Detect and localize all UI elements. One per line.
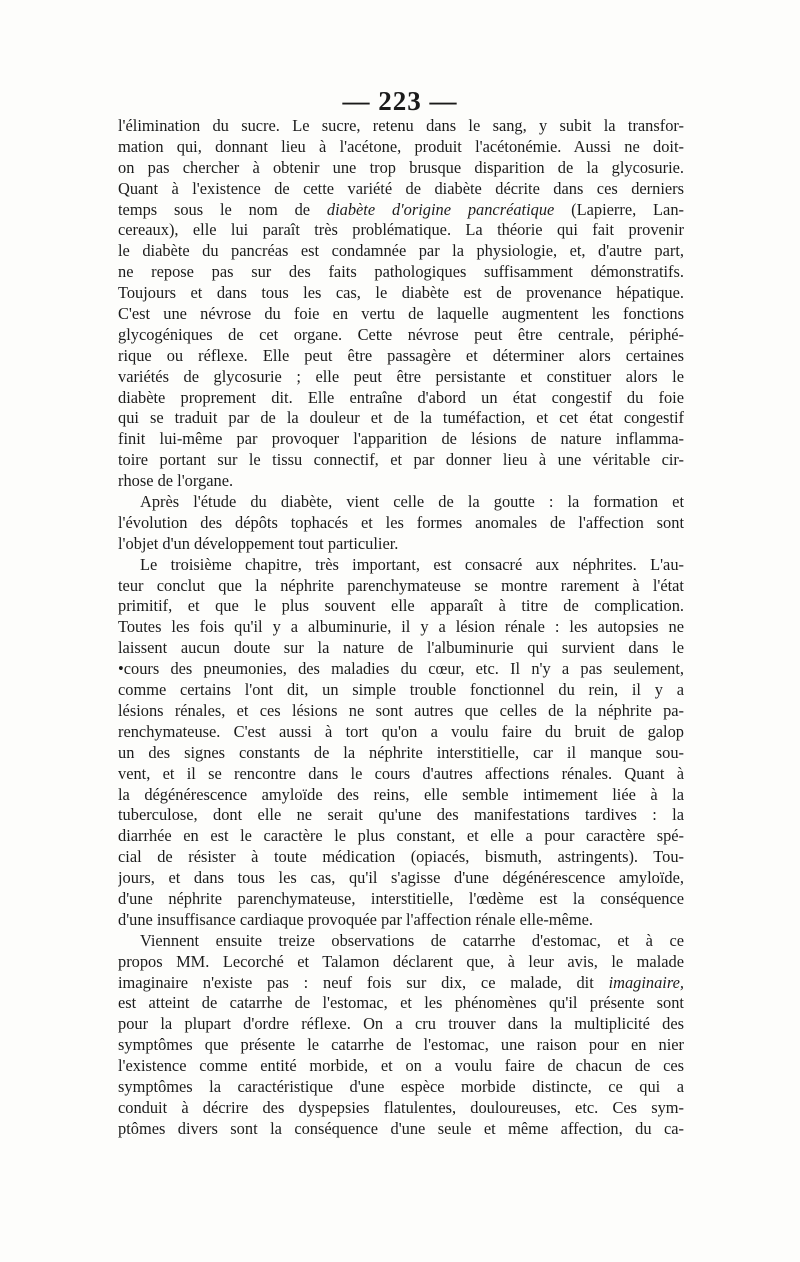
text-line: l'objet d'un développement tout particulier. [118, 533, 399, 553]
text-line: renchymateuse. C'est aussi à tort qu'on a voulu faire du bruit de galop [118, 721, 684, 741]
text-line: Viennent ensuite treize observations de catarrhe d'estomac, et à ce [140, 930, 684, 950]
text-line: finit lui-même par provoquer l'apparition de lésions de nature inflamma- [118, 429, 684, 449]
text-line: l'évolution des dépôts tophacés et les formes anomales de l'affection sont [118, 512, 684, 532]
text-line: ne repose pas sur des faits pathologiques suffisamment démonstratifs. [118, 262, 684, 282]
text-span: (Lapierre, Lan- [554, 199, 684, 219]
italic-span: diabète d'origine pancréatique [326, 199, 555, 219]
text-line: variétés de glycosurie ; elle peut être persistante et constituer alors le [118, 366, 684, 386]
text-line: teur conclut que la néphrite parenchymateuse se montre rarement à l'état [118, 575, 684, 595]
text-line: C'est une névrose du foie en vertu de laquelle augmentent les fonctions [118, 304, 684, 324]
text-line: symptômes la caractéristique d'une espèce morbide distincte, ce qui a [118, 1076, 684, 1096]
text-line: qui se traduit par de la douleur et de la tuméfaction, et cet état congestif [118, 408, 684, 428]
text-line: pour la plupart d'ordre réflexe. On a cru trouver dans la multiplicité des [118, 1014, 684, 1034]
page-number: — 223 — [342, 86, 458, 116]
text-line: la dégénérescence amyloïde des reins, elle semble intimement liée à la [118, 784, 684, 804]
text-line: un des signes constants de la néphrite interstitielle, car il manque sou- [118, 742, 684, 762]
text-line: Toujours et dans tous les cas, le diabète est de provenance hépatique. [118, 283, 684, 303]
text-line: ptômes divers sont la conséquence d'une seule et même affection, du ca- [118, 1118, 684, 1138]
text-line: Quant à l'existence de cette variété de diabète décrite dans ces derniers [118, 178, 684, 198]
text-line: Toutes les fois qu'il y a albuminurie, il y a lésion rénale : les autopsies ne [118, 617, 684, 637]
text-line: vent, et il se rencontre dans le cours d'autres affections rénales. Quant à [118, 763, 684, 783]
text-line: tuberculose, dont elle ne serait qu'une des manifestations tardives : la [118, 805, 684, 825]
text-span: temps sous le nom de [118, 199, 327, 219]
text-span: imaginaire n'existe pas : neuf fois sur dix, ce malade, dit [118, 972, 609, 992]
text-line: cial de résister à toute médication (opiacés, bismuth, astringents). Tou- [118, 847, 684, 867]
text-line: mation qui, donnant lieu à l'acétone, produit l'acétonémie. Aussi ne doit- [118, 136, 684, 156]
text-line: d'une insuffisance cardiaque provoquée par l'affection rénale elle-même. [118, 909, 593, 929]
text-line: cereaux), elle lui paraît très problématique. La théorie qui fait provenir [118, 220, 684, 240]
text-line: rique ou réflexe. Elle peut être passagère et déterminer alors certaines [118, 345, 684, 365]
text-line: l'élimination du sucre. Le sucre, retenu dans le sang, y subit la transfor- [118, 116, 684, 135]
text-line: Après l'étude du diabète, vient celle de la goutte : la formation et [140, 492, 684, 512]
text-line: comme certains l'ont dit, un simple trouble fonctionnel du rein, il y a [118, 680, 684, 700]
text-line: on pas chercher à obtenir une trop brusque disparition de la glycosurie. [118, 157, 684, 177]
text-line: le diabète du pancréas est condamnée par la physiologie, et, d'autre part, [118, 241, 684, 261]
text-line: est atteint de catarrhe de l'estomac, et les phénomènes qu'il présente sont [118, 993, 684, 1013]
text-line: lésions rénales, et ces lésions ne sont autres que celles de la néphrite pa- [118, 700, 684, 720]
text-line: diarrhée en est le caractère le plus constant, et elle a pour caractère spé- [118, 826, 684, 846]
italic-span: imaginaire, [608, 972, 684, 992]
text-line: conduit à décrire des dyspepsies flatulentes, douloureuses, etc. Ces sym- [118, 1097, 684, 1117]
text-line: •cours des pneumonies, des maladies du cœur, etc. Il n'y a pas seulement, [118, 659, 684, 679]
text-line [118, 973, 684, 994]
text-line: propos MM. Lecorché et Talamon déclarent que, à leur avis, le malade [118, 951, 684, 971]
text-line: primitif, et que le plus souvent elle apparaît à titre de complication. [118, 596, 684, 616]
text-line: symptômes que présente le catarrhe de l'estomac, une raison pour en nier [118, 1035, 684, 1055]
text-line: jours, et dans tous les cas, qu'il s'agisse d'une dégénérescence amyloïde, [118, 868, 684, 888]
text-line: rhose de l'organe. [118, 471, 234, 491]
body-text [118, 116, 684, 1140]
text-line: toire portant sur le tissu connectif, et par donner lieu à une véritable cir- [118, 450, 684, 470]
text-line: laissent aucun doute sur la nature de l'albuminurie qui survient dans le [118, 638, 684, 658]
text-line: l'existence comme entité morbide, et on a voulu faire de chacun de ces [118, 1056, 684, 1076]
text-line: d'une néphrite parenchymateuse, interstitielle, l'œdème est la conséquence [118, 888, 684, 908]
text-line: Le troisième chapitre, très important, est consacré aux néphrites. L'au- [140, 554, 684, 574]
text-line [118, 200, 684, 221]
text-line: diabète proprement dit. Elle entraîne d'abord un état congestif du foie [118, 387, 684, 407]
text-line: glycogéniques de cet organe. Cette névrose peut être centrale, périphé- [118, 324, 684, 344]
